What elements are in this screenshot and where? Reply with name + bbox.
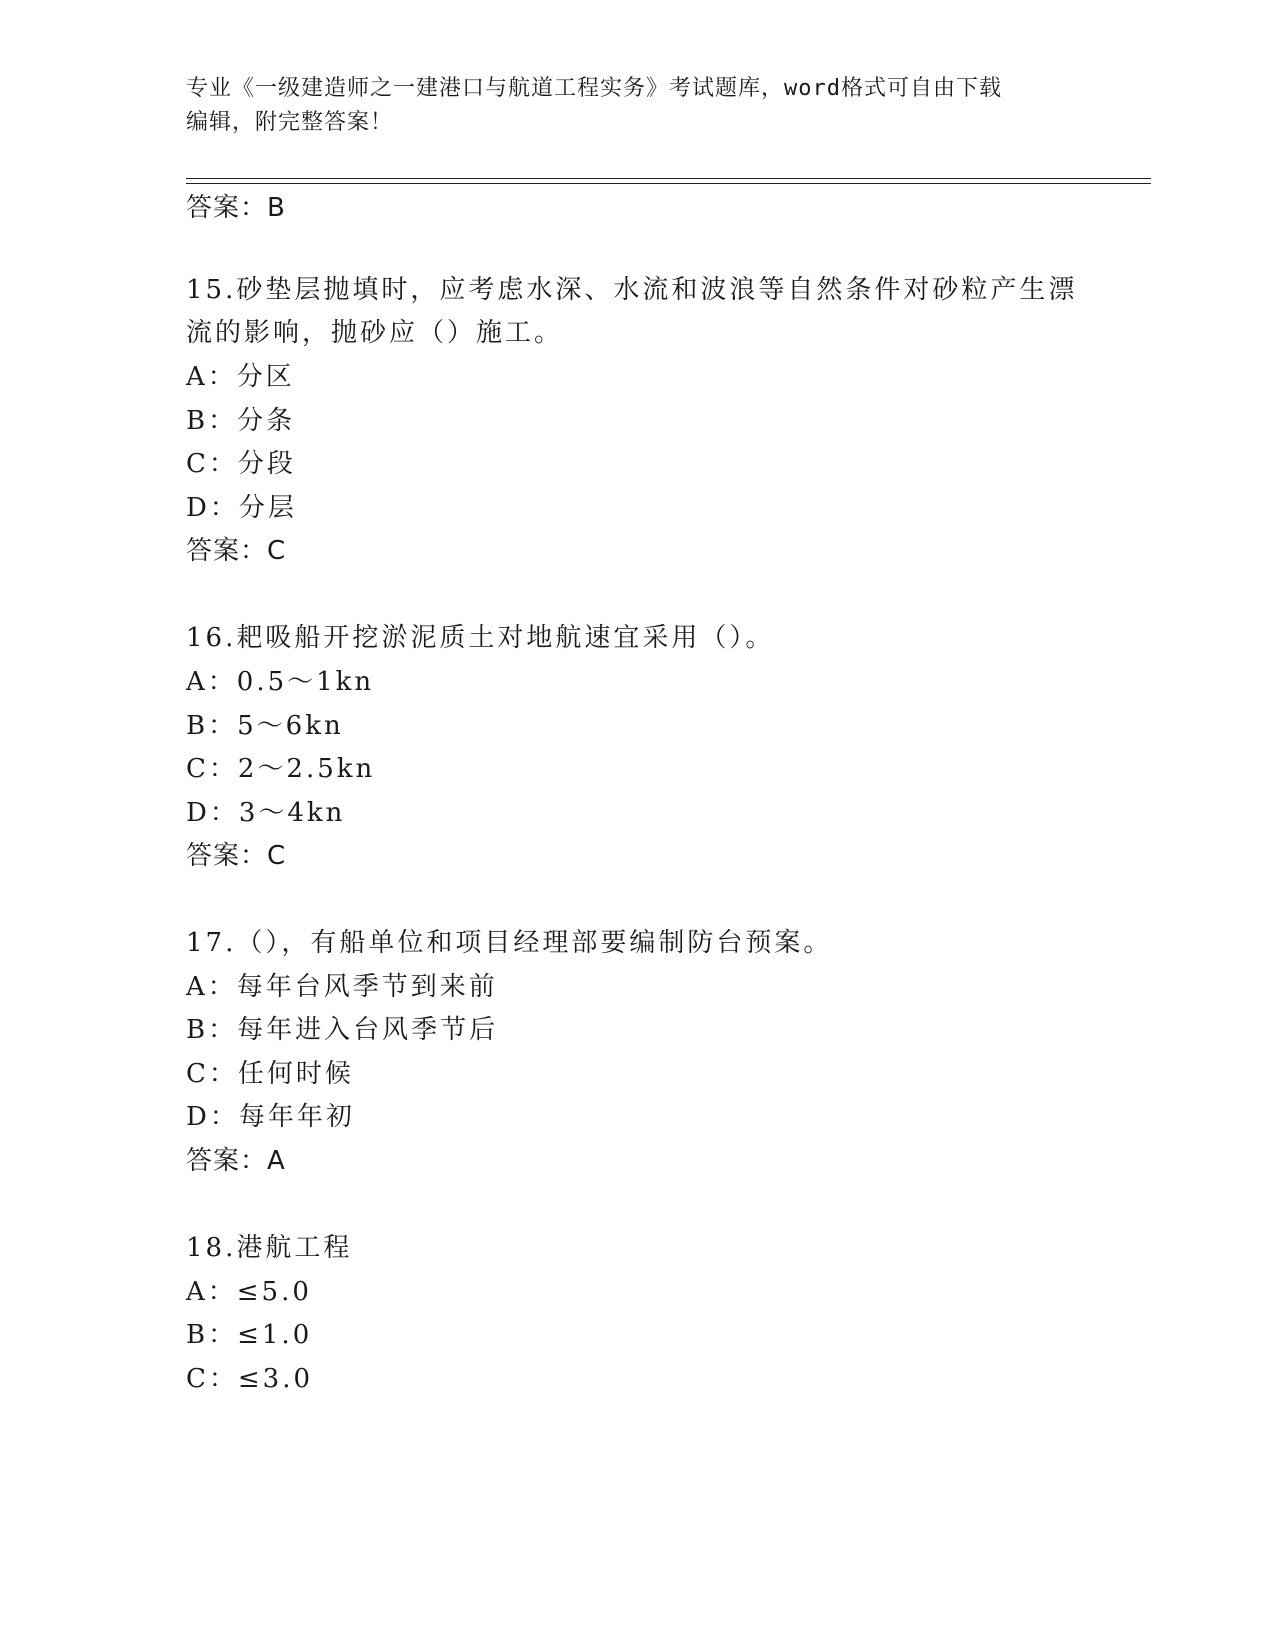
question-16-option-d: D：3～4kn xyxy=(186,798,346,828)
question-18-stem: 18.港航工程 xyxy=(186,1233,353,1263)
question-15-option-d: D：分层 xyxy=(186,493,297,523)
header-divider-bottom xyxy=(186,183,1151,184)
question-15-option-a: A：分区 xyxy=(186,362,295,392)
question-17-answer: 答案：A xyxy=(186,1146,286,1176)
question-16-option-b: B：5～6kn xyxy=(186,711,344,741)
document-header xyxy=(186,72,1086,140)
question-15-stem-line-1: 15.砂垫层抛填时，应考虑水深、水流和波浪等自然条件对砂粒产生漂 xyxy=(186,275,1078,305)
question-15-answer: 答案：C xyxy=(186,536,287,566)
question-16-option-c: C：2～2.5kn xyxy=(186,754,376,784)
answer-line: 答案：B xyxy=(186,193,286,223)
question-16-option-a: A：0.5～1kn xyxy=(186,667,375,697)
question-15-stem-line-2: 流的影响，抛砂应（）施工。 xyxy=(186,318,564,348)
question-17-stem: 17.（），有船单位和项目经理部要编制防台预案。 xyxy=(186,928,833,958)
header-line-2: 编辑，附完整答案！ xyxy=(186,110,394,135)
question-17-option-a: A：每年台风季节到来前 xyxy=(186,972,498,1002)
question-18-option-b: B：≤1.0 xyxy=(186,1320,313,1350)
question-15-option-b: B：分条 xyxy=(186,406,296,436)
question-17-option-b: B：每年进入台风季节后 xyxy=(186,1015,499,1045)
question-17-option-c: C：任何时候 xyxy=(186,1059,354,1089)
header-divider-top xyxy=(186,178,1151,179)
question-15-option-c: C：分段 xyxy=(186,449,296,479)
question-18-option-a: A：≤5.0 xyxy=(186,1277,312,1307)
question-17-option-d: D：每年年初 xyxy=(186,1102,355,1132)
question-16-answer: 答案：C xyxy=(186,841,287,871)
question-16-stem: 16.耙吸船开挖淤泥质土对地航速宜采用（）。 xyxy=(186,623,775,653)
question-18-option-c: C：≤3.0 xyxy=(186,1364,314,1394)
header-line-1: 专业《一级建造师之一建港口与航道工程实务》考试题库，word格式可自由下载 xyxy=(186,76,1002,101)
